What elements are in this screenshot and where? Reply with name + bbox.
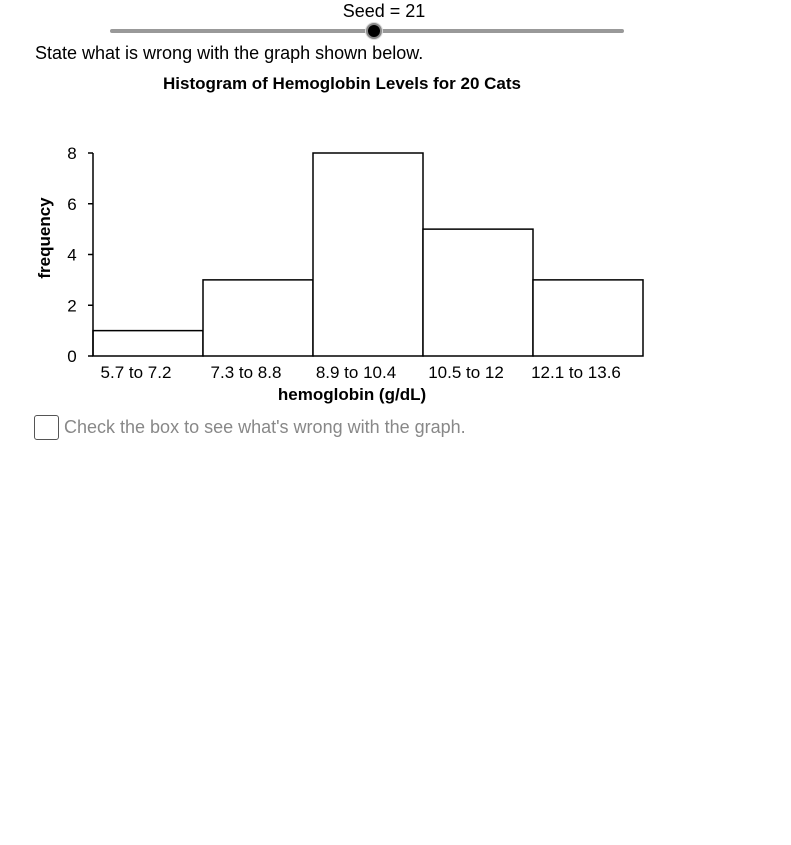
chart-title: Histogram of Hemoglobin Levels for 20 Cats: [162, 74, 522, 93]
histogram-bar: [93, 331, 203, 356]
y-tick-label: 8: [67, 144, 77, 163]
show-answer-row[interactable]: [34, 414, 466, 440]
x-tick-label: 8.9 to 10.4: [315, 363, 397, 382]
y-tick-label: 2: [67, 296, 77, 316]
histogram-chart: [0, 0, 791, 410]
x-tick-label: 7.3 to 8.8: [210, 363, 282, 382]
histogram-bar: [313, 153, 423, 356]
x-tick-label: 12.1 to 13.6: [531, 363, 621, 382]
show-answer-checkbox[interactable]: [34, 415, 59, 440]
y-axis: [67, 144, 93, 366]
y-tick-label: 6: [67, 194, 77, 214]
seed-slider-label: Seed = 21: [342, 1, 426, 21]
y-axis-label: frequency: [35, 197, 54, 279]
show-answer-label[interactable]: Check the box to see what's wrong with the graph.: [64, 417, 466, 437]
histogram-bars: [93, 153, 643, 356]
question-prompt: State what is wrong with the graph shown below.: [35, 43, 424, 63]
x-tick-label: 10.5 to 12: [428, 363, 504, 382]
y-tick-label: 4: [67, 245, 77, 265]
x-tick-labels: [101, 363, 621, 382]
histogram-bar: [533, 280, 643, 356]
histogram-bar: [203, 280, 313, 356]
x-tick-label: 5.7 to 7.2: [100, 363, 172, 382]
y-tick-label: 0: [67, 347, 77, 366]
histogram-bar: [423, 229, 533, 356]
x-axis-label: hemoglobin (g/dL): [277, 385, 427, 404]
